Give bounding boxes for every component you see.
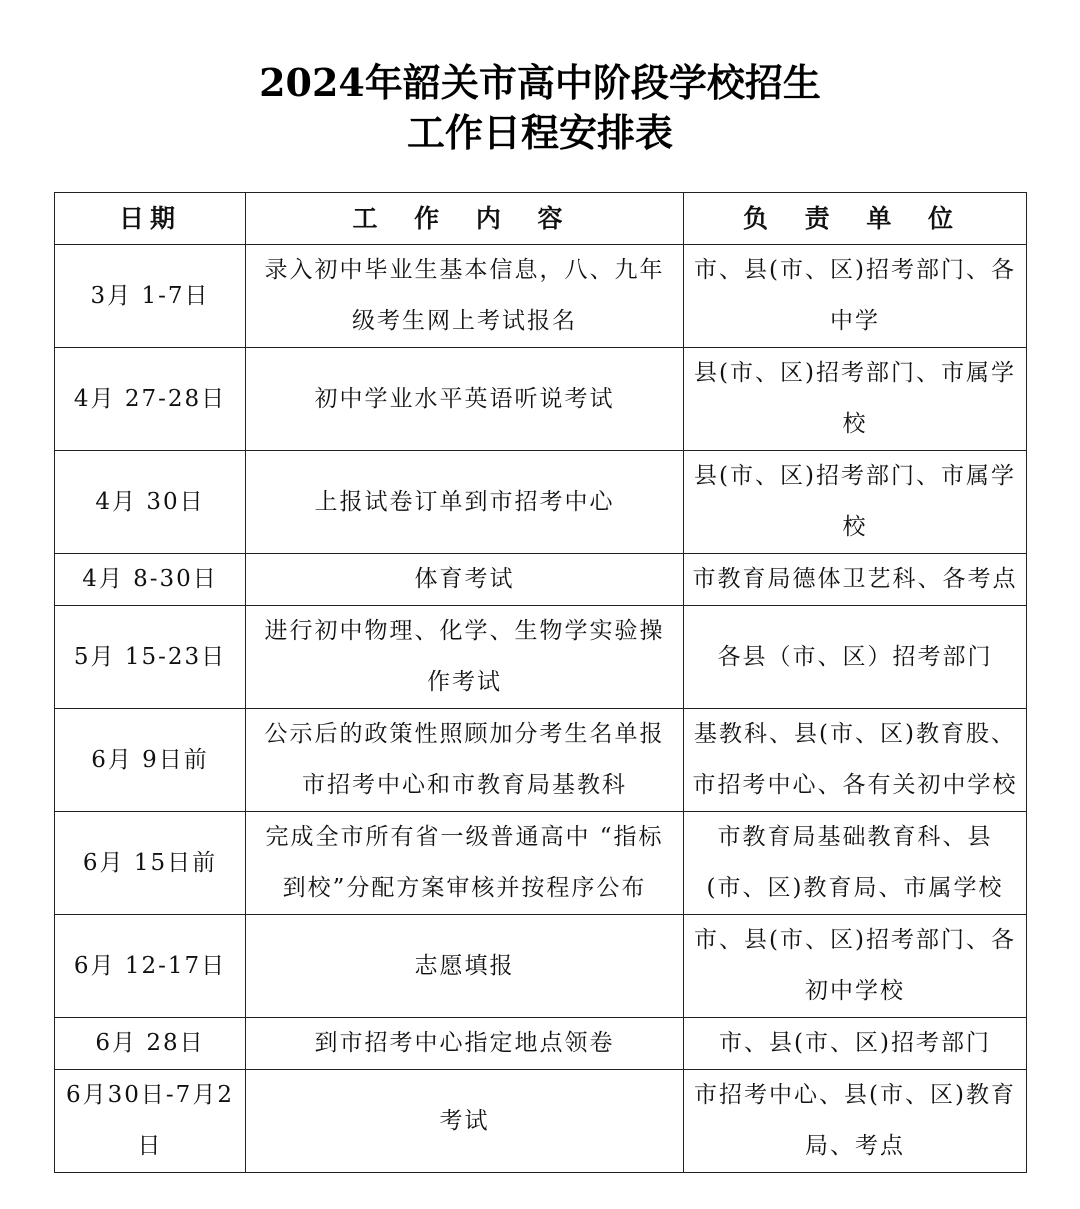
table-row [55,554,1027,606]
row-date: 6月 9日前 [55,709,246,812]
row-date: 6月 15日前 [55,812,246,915]
row-unit: 基教科、县(市、区)教育股、市招考中心、各有关初中学校 [684,709,1027,812]
header-responsible-unit: 负 责 单 位 [684,193,1027,245]
row-work: 录入初中毕业生基本信息，八、九年级考生网上考试报名 [246,245,684,348]
row-date: 6月 28日 [55,1018,246,1070]
row-work: 初中学业水平英语听说考试 [246,348,684,451]
table-header-row [55,193,1027,245]
row-date: 5月 15-23日 [55,606,246,709]
row-work: 考试 [246,1070,684,1173]
table-row [55,812,1027,915]
row-work: 完成全市所有省一级普通高中 “指标到校”分配方案审核并按程序公布 [246,812,684,915]
table-row [55,245,1027,348]
table-row [55,915,1027,1018]
document-title-line-2: 工作日程安排表 [406,110,673,155]
header-work-content: 工 作 内 容 [246,193,684,245]
header-date: 日期 [55,193,246,245]
table-row [55,1018,1027,1070]
row-work: 到市招考中心指定地点领卷 [246,1018,684,1070]
row-unit: 市教育局德体卫艺科、各考点 [684,554,1027,606]
row-date: 6月 12-17日 [55,915,246,1018]
row-work: 公示后的政策性照顾加分考生名单报市招考中心和市教育局基教科 [246,709,684,812]
row-date: 3月 1-7日 [55,245,246,348]
row-unit: 各县（市、区）招考部门 [684,606,1027,709]
row-date: 4月 8-30日 [55,554,246,606]
row-work: 进行初中物理、化学、生物学实验操作考试 [246,606,684,709]
row-date: 4月 27-28日 [55,348,246,451]
document-title-line-1: 2024年韶关市高中阶段学校招生 [259,60,821,105]
table-row [55,709,1027,812]
row-unit: 市、县(市、区)招考部门、各中学 [684,245,1027,348]
row-unit: 市招考中心、县(市、区)教育局、考点 [684,1070,1027,1173]
row-work: 上报试卷订单到市招考中心 [246,451,684,554]
row-unit: 市教育局基础教育科、县(市、区)教育局、市属学校 [684,812,1027,915]
row-unit: 市、县(市、区)招考部门 [684,1018,1027,1070]
row-unit: 县(市、区)招考部门、市属学校 [684,451,1027,554]
row-date: 4月 30日 [55,451,246,554]
row-unit: 县(市、区)招考部门、市属学校 [684,348,1027,451]
schedule-table [54,192,1027,1173]
row-work: 体育考试 [246,554,684,606]
row-date: 6月30日-7月2日 [55,1070,246,1173]
table-row [55,451,1027,554]
row-work: 志愿填报 [246,915,684,1018]
table-row [55,1070,1027,1173]
table-row [55,606,1027,709]
table-row [55,348,1027,451]
row-unit: 市、县(市、区)招考部门、各初中学校 [684,915,1027,1018]
